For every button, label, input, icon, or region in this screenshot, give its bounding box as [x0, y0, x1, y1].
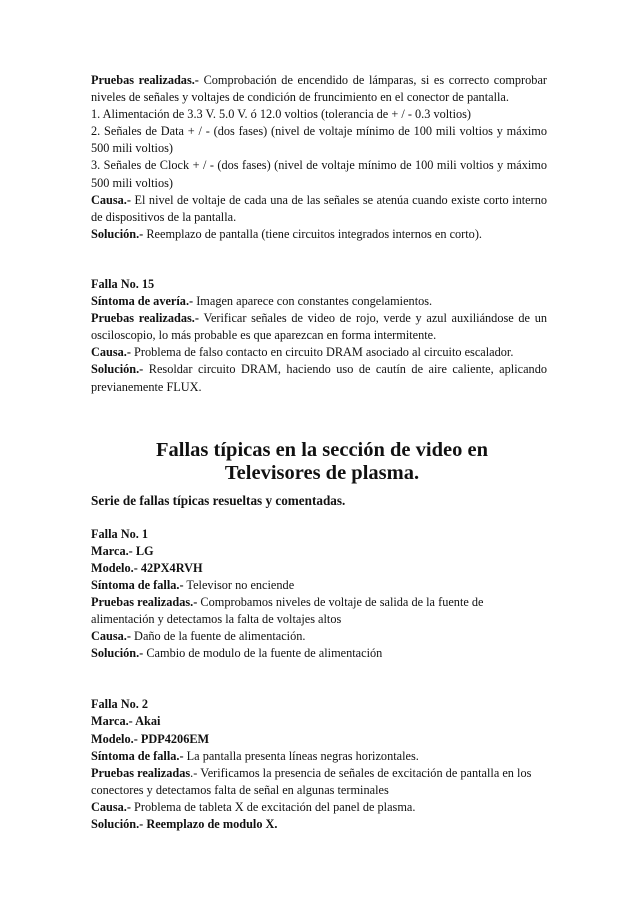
pruebas-text: Comprobación de encendido de lámparas, si es correcto comprobar niveles de señales y voltajes de condición de fruncimiento en el conector de pantalla. — [91, 73, 547, 105]
falla-2-pruebas — [91, 765, 547, 799]
causa-label: Causa.- — [91, 192, 131, 207]
solucion-label: Solución.- — [91, 362, 144, 377]
causa-text: Problema de falso contacto en circuito DRAM asociado al circuito escalador. — [130, 345, 514, 360]
falla-2-modelo: Modelo.- PDP4206EM — [91, 731, 210, 746]
causa-text: Daño de la fuente de alimentación. — [130, 629, 306, 644]
sintoma-label: Síntoma de falla.- — [91, 577, 184, 592]
causa-text: Problema de tableta X de excitación del panel de plasma. — [130, 799, 416, 814]
intro-block — [91, 72, 547, 243]
falla-15-pruebas — [91, 310, 547, 344]
falla-15-solucion — [91, 361, 547, 395]
causa-label: Causa.- — [91, 345, 131, 360]
solucion-text: Resoldar circuito DRAM, haciendo uso de cautín de aire caliente, aplicando previanemente FLUX. — [91, 362, 547, 394]
pruebas-label: Pruebas realizadas — [91, 765, 191, 780]
solucion-text: Cambio de modulo de la fuente de alimentación — [143, 646, 383, 661]
intro-item-3: 3. Señales de Clock + / - (dos fases) (nivel de voltaje mínimo de 100 mili voltios y máximo 500 mili voltios) — [91, 158, 547, 190]
pruebas-label: Pruebas realizadas.- — [91, 594, 198, 609]
falla-1-solucion — [91, 645, 547, 662]
sintoma-text: La pantalla presenta líneas negras horizontales. — [183, 748, 419, 763]
falla-2-block — [91, 696, 547, 833]
sintoma-label: Síntoma de falla.- — [91, 748, 184, 763]
section-heading-line-1: Fallas típicas en la sección de video en — [156, 438, 488, 461]
pruebas-text: .- Verificamos la presencia de señales de excitación de pantalla en los conectores y detectamos falta de señal en algunas terminales — [91, 765, 532, 797]
falla-2-causa — [91, 799, 547, 816]
falla-2-solucion: Solución.- Reemplazo de modulo X. — [91, 817, 278, 831]
causa-text: El nivel de voltaje de cada una de las señales se atenúa cuando existe corto interno de dispositivos de la pantalla. — [91, 192, 547, 224]
intro-item-1: 1. Alimentación de 3.3 V. 5.0 V. ó 12.0 voltios (tolerancia de + / - 0.3 voltios) — [91, 107, 472, 122]
causa-label: Causa.- — [91, 799, 131, 814]
falla-1-pruebas — [91, 594, 547, 628]
pruebas-text: Verificar señales de video de rojo, verde y azul auxiliándose de un osciloscopio, lo más probable es que aparezcan en forma intermitente. — [91, 311, 548, 343]
intro-solucion-paragraph — [91, 226, 547, 243]
intro-pruebas-paragraph — [91, 72, 547, 106]
falla-1-modelo: Modelo.- 42PX4RVH — [91, 560, 203, 575]
falla-1-block — [91, 526, 547, 663]
pruebas-label: Pruebas realizadas.- — [91, 73, 199, 87]
document-page — [91, 72, 547, 833]
sintoma-text: Televisor no enciende — [183, 577, 295, 592]
falla-15-sintoma — [91, 293, 547, 310]
solucion-text: Reemplazo de pantalla (tiene circuitos integrados internos en corto). — [143, 226, 483, 241]
section-heading — [91, 439, 547, 485]
solucion-label: Solución.- — [91, 646, 144, 661]
causa-label: Causa.- — [91, 629, 131, 644]
solucion-label: Solución.- — [91, 226, 144, 241]
sintoma-label: Síntoma de avería.- — [91, 294, 194, 309]
sintoma-text: Imagen aparece con constantes congelamientos. — [193, 294, 433, 309]
section-heading-line-2: Televisores de plasma. — [224, 461, 420, 484]
intro-causa-paragraph — [91, 192, 547, 226]
falla-15-block — [91, 276, 547, 396]
falla-15-title: Falla No. 15 — [91, 276, 155, 291]
pruebas-label: Pruebas realizadas.- — [91, 311, 199, 326]
falla-1-sintoma — [91, 577, 547, 594]
falla-1-causa — [91, 628, 547, 645]
section-subheading: Serie de fallas típicas resueltas y comentadas. — [91, 492, 346, 508]
falla-1-marca: Marca.- LG — [91, 543, 154, 558]
falla-2-sintoma — [91, 748, 547, 765]
falla-15-causa — [91, 344, 547, 361]
falla-2-marca: Marca.- Akai — [91, 714, 161, 729]
pruebas-text: Comprobamos niveles de voltaje de salida de la fuente de alimentación y detectamos la falta de voltajes altos — [91, 594, 484, 627]
falla-1-title: Falla No. 1 — [91, 526, 149, 541]
intro-item-2: 2. Señales de Data + / - (dos fases) (nivel de voltaje mínimo de 100 mili voltios y máximo 500 mili voltios) — [91, 124, 547, 156]
falla-2-title: Falla No. 2 — [91, 697, 149, 712]
